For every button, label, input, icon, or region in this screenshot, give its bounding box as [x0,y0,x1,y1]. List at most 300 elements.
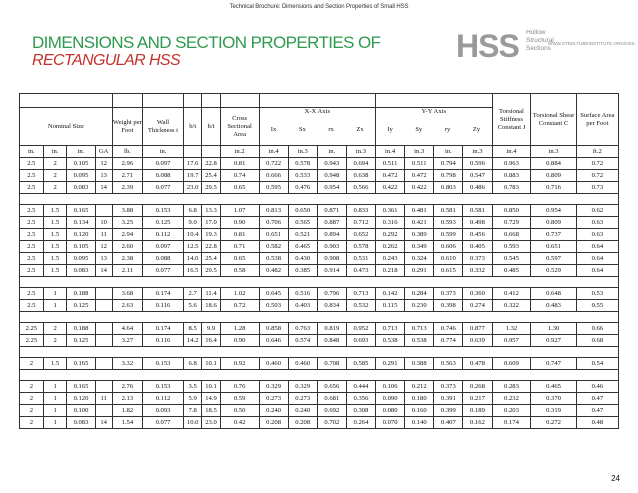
table-cell: 0.316 [376,217,405,229]
table-cell: 0.957 [492,335,531,347]
table-cell: 8.5 [184,323,202,335]
table-cell: 14.2 [184,335,202,347]
group-spacer-row [20,312,619,323]
hdr-iy: Iy [387,126,393,133]
table-cell: 0.486 [463,182,492,194]
table-cell: 0.693 [346,335,375,347]
table-cell: 0.165 [67,381,95,393]
table-cell: 2.5 [20,170,44,182]
group-spacer-row [20,347,619,358]
table-cell: 0.529 [531,265,576,277]
table-cell: 1.5 [43,253,67,265]
table-cell: 0.747 [531,358,576,370]
spacer-cell [43,277,67,288]
hdr-xx-axis-label: X-X Axis [304,108,331,115]
table-cell: 0.095 [67,170,95,182]
spacer-cell [376,370,405,381]
spacer-cell [259,277,288,288]
unit-cell: in.3 [463,146,492,158]
table-cell: 0.593 [492,241,531,253]
table-cell: 0.71 [220,241,259,253]
unit-cell: in. [43,146,67,158]
spacer-cell [112,277,142,288]
unit-cell: in. [434,146,463,158]
unit-cell: in.4 [259,146,288,158]
logo-url: WWW.STEELTUBEINSTITUTE.ORG/HSS [548,41,635,46]
table-cell: 0.65 [220,253,259,265]
table-cell: 0.599 [434,229,463,241]
table-cell: 0.332 [463,265,492,277]
table-cell: 0.59 [220,393,259,405]
unit-cell: ft.2 [576,146,618,158]
spacer-cell [434,194,463,205]
table-cell: 0.595 [259,182,288,194]
spacer-cell [492,370,531,381]
table-row [20,323,619,335]
spacer-cell [376,277,405,288]
table-cell: 0.81 [220,158,259,170]
table-cell: 0.652 [346,229,375,241]
table-row [20,265,619,277]
spacer-cell [20,194,44,205]
table-cell: 7.8 [184,405,202,417]
table-cell: 0.460 [288,358,317,370]
table-cell: 12 [95,158,112,170]
spacer-cell [95,347,112,358]
table-cell: 0.538 [376,335,405,347]
table-cell: 0.639 [463,335,492,347]
table-cell: 0.272 [531,417,576,429]
table-cell: 2.71 [112,170,142,182]
table-cell: 0.666 [259,170,288,182]
table-cell: 0.798 [434,170,463,182]
table-cell: 0.324 [405,253,434,265]
hdr-cross-area: Cross Sectional Area [220,108,259,146]
spacer-cell [67,277,95,288]
spacer-cell [376,194,405,205]
table-cell: 0.283 [492,381,531,393]
table-cell: 29.5 [202,265,220,277]
table-cell: 0.809 [531,217,576,229]
table-cell: 0.391 [434,393,463,405]
table-cell: 3.32 [112,358,142,370]
table-cell: 0.105 [67,241,95,253]
table-cell: 0.485 [492,265,531,277]
table-cell: 0.803 [434,182,463,194]
table-cell: 13 [95,170,112,182]
table-cell: 0.291 [405,265,434,277]
spacer-cell [259,370,288,381]
table-cell: 0.090 [376,393,405,405]
table-cell: 16.4 [202,335,220,347]
table-cell: 3.68 [112,288,142,300]
table-cell: 14.9 [202,393,220,405]
table-cell: 2.63 [112,300,142,312]
table-cell: 0.165 [67,358,95,370]
unit-cell: GA [95,146,112,158]
table-cell: 1.32 [492,323,531,335]
table-cell: 0.668 [492,229,531,241]
table-cell: 0.476 [288,182,317,194]
spacer-cell [346,277,375,288]
table-cell: 13.3 [202,205,220,217]
table-cell: 2.96 [112,158,142,170]
hdr-nominal-size: Nominal Size [20,108,113,146]
table-cell: 11 [95,393,112,405]
table-cell: 0.63 [576,229,618,241]
table-cell: 0.68 [576,335,618,347]
table-cell: 0.077 [143,265,184,277]
table-cell: 0.81 [220,229,259,241]
spacer-cell [202,194,220,205]
table-cell: 0.963 [492,158,531,170]
table-cell: 0.638 [346,170,375,182]
hdr-sy: Sy [415,126,423,133]
table-cell: 0.095 [67,253,95,265]
hdr-ry: ry [444,126,451,133]
table-cell: 2.5 [20,158,44,170]
table-cell: 1 [43,417,67,429]
table-cell: 0.516 [288,288,317,300]
table-cell: 0.948 [317,170,346,182]
spacer-cell [463,347,492,358]
spacer-cell [143,312,184,323]
table-cell: 1.5 [43,229,67,241]
hdr-torsional-stiffness: Torsional Stiffness Constant J [492,94,531,146]
table-cell: 0.76 [220,381,259,393]
table-cell: 0.360 [463,288,492,300]
table-cell: 1.30 [531,323,576,335]
table-cell: 0.656 [317,381,346,393]
table-row [20,253,619,265]
table-cell: 0.681 [317,393,346,405]
spacer-cell [531,312,576,323]
table-row [20,217,619,229]
table-cell: 0.385 [288,265,317,277]
table-cell: 0.268 [463,381,492,393]
page-number: 24 [611,474,620,483]
table-cell: 0.444 [346,381,375,393]
table-cell: 0.399 [434,405,463,417]
unit-cell: in. [20,146,44,158]
table-cell: 0.651 [259,229,288,241]
table-cell: 0.284 [405,288,434,300]
table-cell: 0.702 [317,417,346,429]
table-cell: 2.7 [184,288,202,300]
spacer-cell [95,194,112,205]
spacer-cell [184,277,202,288]
logo-sub-hollow: Hollow [526,29,546,36]
table-cell: 0.538 [259,253,288,265]
table-cell: 6.8 [184,205,202,217]
table-cell: 0.903 [317,241,346,253]
table-row [20,205,619,217]
table-cell: 0.329 [259,381,288,393]
hdr-xx-sub [260,126,376,134]
table-cell: 0.356 [346,393,375,405]
table-cell: 0.262 [376,241,405,253]
table-cell: 0.412 [492,288,531,300]
spacer-cell [112,370,142,381]
spacer-cell [259,347,288,358]
table-cell: 0.120 [67,393,95,405]
table-cell: 0.407 [434,417,463,429]
table-cell: 0.174 [143,323,184,335]
table-cell: 2 [20,393,44,405]
spacer-cell [20,277,44,288]
table-cell: 2.13 [112,393,142,405]
table-cell: 0.208 [288,417,317,429]
table-cell: 0.153 [143,381,184,393]
spacer-cell [67,194,95,205]
table-cell: 0.596 [463,158,492,170]
table-cell: 0.64 [576,253,618,265]
spacer-cell [184,370,202,381]
table-cell: 1.07 [220,205,259,217]
table-cell: 23.0 [184,182,202,194]
spacer-cell [220,347,259,358]
hdr-zx: Zx [356,126,364,133]
table-cell: 0.472 [405,170,434,182]
spacer-cell [259,194,288,205]
table-cell: 0.650 [288,205,317,217]
table-row [20,288,619,300]
table-cell: 0.349 [405,241,434,253]
table-cell: 0.465 [288,241,317,253]
table-cell: 1 [43,300,67,312]
spacer-cell [143,194,184,205]
spacer-cell [317,277,346,288]
table-cell: 1.54 [112,417,142,429]
spacer-cell [184,347,202,358]
spacer-cell [463,312,492,323]
table-cell: 0.083 [67,182,95,194]
table-cell: 0.292 [376,229,405,241]
table-cell: 1.28 [220,323,259,335]
table-cell: 2.5 [20,300,44,312]
table-cell: 0.217 [463,393,492,405]
table-row [20,417,619,429]
spacer-cell [20,312,44,323]
table-cell: 2.60 [112,241,142,253]
spacer-cell [405,347,434,358]
table-cell: 0.240 [288,405,317,417]
table-cell: 0.456 [463,229,492,241]
table-cell: 0.188 [67,323,95,335]
spacer-cell [184,194,202,205]
table-cell: 5.6 [184,300,202,312]
table-cell: 0.481 [405,205,434,217]
table-cell: 3.88 [112,205,142,217]
hdr-sx: Sx [298,126,306,133]
table-cell: 0.083 [67,265,95,277]
table-cell: 0.713 [405,323,434,335]
table-cell: 0.72 [220,300,259,312]
table-cell: 0.90 [220,335,259,347]
table-cell: 2.5 [20,241,44,253]
table-cell: 0.48 [576,417,618,429]
table-cell: 0.90 [220,217,259,229]
table-cell: 2.94 [112,229,142,241]
table-cell: 0.531 [346,253,375,265]
spacer-cell [531,347,576,358]
table-cell: 10.4 [184,229,202,241]
unit-cell: in.3 [531,146,576,158]
spacer-cell [112,194,142,205]
table-cell: 2 [20,358,44,370]
spacer-cell [463,370,492,381]
table-cell: 0.291 [376,358,405,370]
table-cell: 10.0 [184,417,202,429]
table-cell: 1.5 [43,358,67,370]
table-cell: 0.097 [143,241,184,253]
table-cell: 0.722 [259,158,288,170]
table-cell: 0.274 [463,300,492,312]
table-body [20,158,619,429]
table-cell [95,323,112,335]
table-cell: 1 [43,381,67,393]
table-cell: 0.389 [405,229,434,241]
table-cell: 0.606 [434,241,463,253]
table-cell: 0.125 [67,300,95,312]
table-row [20,358,619,370]
table-cell: 0.593 [434,217,463,229]
hdr-blank-d [184,94,202,108]
spacer-cell [43,194,67,205]
spacer-cell [43,347,67,358]
table-cell: 2.25 [20,335,44,347]
table-cell: 0.783 [492,182,531,194]
spacer-cell [405,312,434,323]
group-spacer-row [20,370,619,381]
unit-cell: in.4 [492,146,531,158]
section-properties-table [19,93,619,429]
spacer-cell [492,312,531,323]
table-cell [95,335,112,347]
spacer-cell [576,370,618,381]
table-cell: 0.116 [143,335,184,347]
table-cell: 0.070 [376,417,405,429]
table-cell: 0.153 [143,205,184,217]
table-cell: 0.713 [376,323,405,335]
table-cell: 22.8 [202,241,220,253]
table-row [20,241,619,253]
table-cell: 17.6 [184,158,202,170]
table-cell: 6.8 [184,358,202,370]
table-cell: 0.373 [434,381,463,393]
table-cell: 0.273 [288,393,317,405]
table-cell: 1.5 [43,205,67,217]
table-cell: 0.105 [67,158,95,170]
spacer-cell [576,312,618,323]
table-cell: 0.097 [143,158,184,170]
table-row [20,405,619,417]
table-cell: 0.581 [434,205,463,217]
table-cell: 3.5 [184,381,202,393]
table-cell: 0.54 [576,358,618,370]
table-cell: 2 [43,158,67,170]
spacer-cell [95,370,112,381]
table-cell: 23.0 [202,417,220,429]
table-cell: 0.125 [143,217,184,229]
table-cell: 0.883 [492,170,531,182]
table-cell: 0.422 [376,182,405,194]
table-cell: 0.578 [288,158,317,170]
table-cell: 0.585 [346,358,375,370]
table-cell: 2 [20,417,44,429]
table-cell: 0.746 [434,323,463,335]
table-cell: 0.813 [259,205,288,217]
table-cell: 0.100 [67,405,95,417]
table-cell: 0.53 [576,288,618,300]
hdr-ix: Ix [270,126,277,133]
table-cell: 0.708 [317,358,346,370]
table-cell: 1 [43,288,67,300]
spacer-cell [405,277,434,288]
hdr-ht: h/t [202,108,220,146]
table-cell: 0.64 [576,265,618,277]
table-cell: 2 [43,182,67,194]
table-cell: 1 [43,405,67,417]
table-cell: 1.5 [43,265,67,277]
spacer-cell [492,194,531,205]
spacer-cell [576,347,618,358]
table-cell: 0.954 [531,205,576,217]
group-spacer-row [20,277,619,288]
spacer-cell [202,277,220,288]
table-cell: 0.112 [143,393,184,405]
table-cell: 0.473 [346,265,375,277]
hdr-rx: rx [328,126,334,133]
table-cell: 0.692 [317,405,346,417]
table-cell: 0.63 [576,217,618,229]
table-cell: 0.716 [531,182,576,194]
spacer-cell [317,312,346,323]
table-cell: 2.11 [112,265,142,277]
spacer-cell [143,370,184,381]
hdr-blank-c [143,94,184,108]
table-cell: 0.142 [376,288,405,300]
hdr-blank-a [20,94,113,108]
table-cell: 3.25 [112,217,142,229]
table-cell: 0.646 [259,335,288,347]
spacer-cell [95,312,112,323]
table-row [20,300,619,312]
table-cell: 0.088 [143,253,184,265]
table-cell: 0.538 [405,335,434,347]
unit-cell: in.3 [405,146,434,158]
unit-cell: in. [67,146,95,158]
spacer-cell [220,277,259,288]
table-cell: 14 [95,417,112,429]
table-cell: 0.373 [463,253,492,265]
hdr-blank-h [376,94,493,108]
table-cell: 0.208 [259,417,288,429]
table-cell: 0.188 [67,288,95,300]
table-cell: 2.39 [112,182,142,194]
spacer-cell [576,194,618,205]
table-cell: 0.927 [531,335,576,347]
spacer-cell [288,277,317,288]
table-cell: 0.72 [576,158,618,170]
table-cell: 0.174 [492,417,531,429]
table-cell [95,381,112,393]
table-row [20,182,619,194]
unit-cell [202,146,220,158]
table-cell: 0.877 [463,323,492,335]
table-cell: 0.46 [576,381,618,393]
table-cell: 0.597 [531,253,576,265]
